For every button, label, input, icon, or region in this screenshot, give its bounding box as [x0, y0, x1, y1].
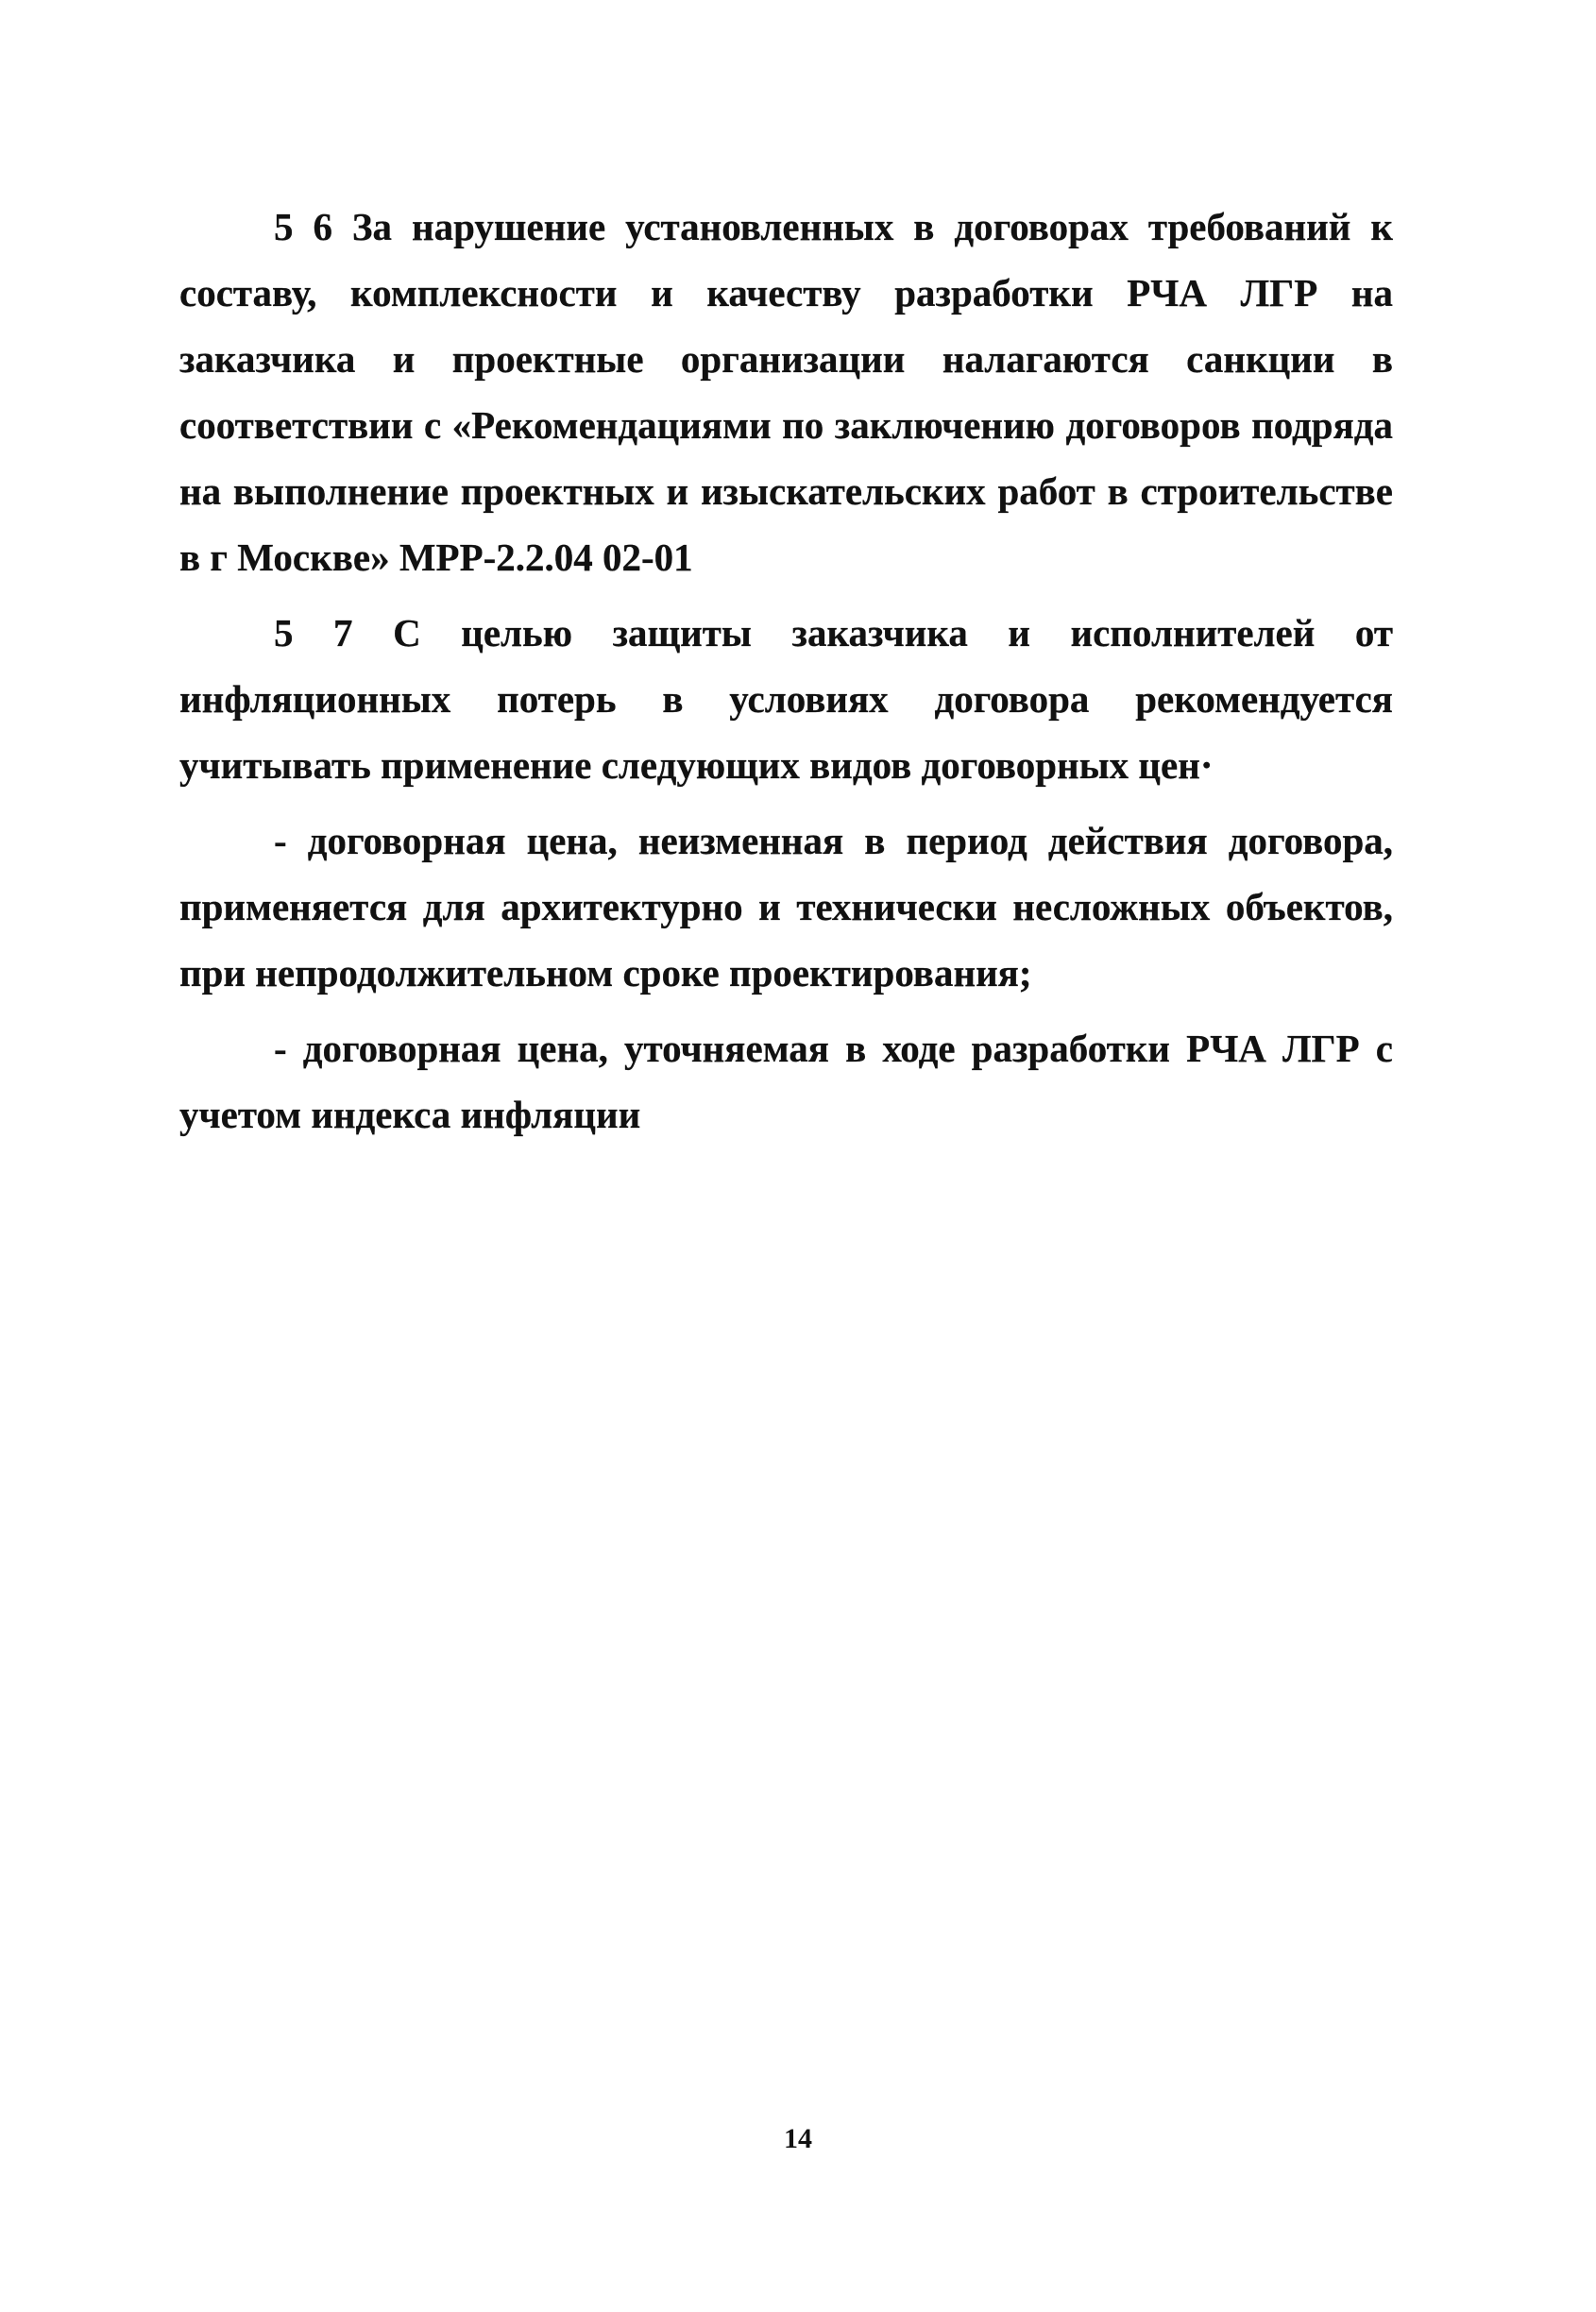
page-number: 14: [784, 2123, 812, 2154]
paragraph-5-7: 5 7 С целью защиты заказчика и исполнителей от инфляционных потерь в условиях договора рекомендуется учитывать применение следующих видов договорных цен·: [179, 611, 1393, 787]
document-body: [179, 194, 1393, 1157]
paragraph-5-6: 5 6 За нарушение установленных в договорах требований к составу, комплексности и качеству разработки РЧА ЛГР на заказчика и проектные организации налагаются санкции в соответствии с «Рекомендациями по заключению договоров подряда на выполнение проектных и изыскательских работ в строительстве в г Москве» МРР-2.2.04 02-01: [179, 205, 1393, 579]
list-item-fixed-price: - договорная цена, неизменная в период действия договора, применяется для архитектурно и технически несложных объектов, при непродолжительном сроке проектирования;: [179, 819, 1393, 994]
list-item-adjusted-price: - договорная цена, уточняемая в ходе разработки РЧА ЛГР с учетом индекса инфляции: [179, 1027, 1393, 1136]
